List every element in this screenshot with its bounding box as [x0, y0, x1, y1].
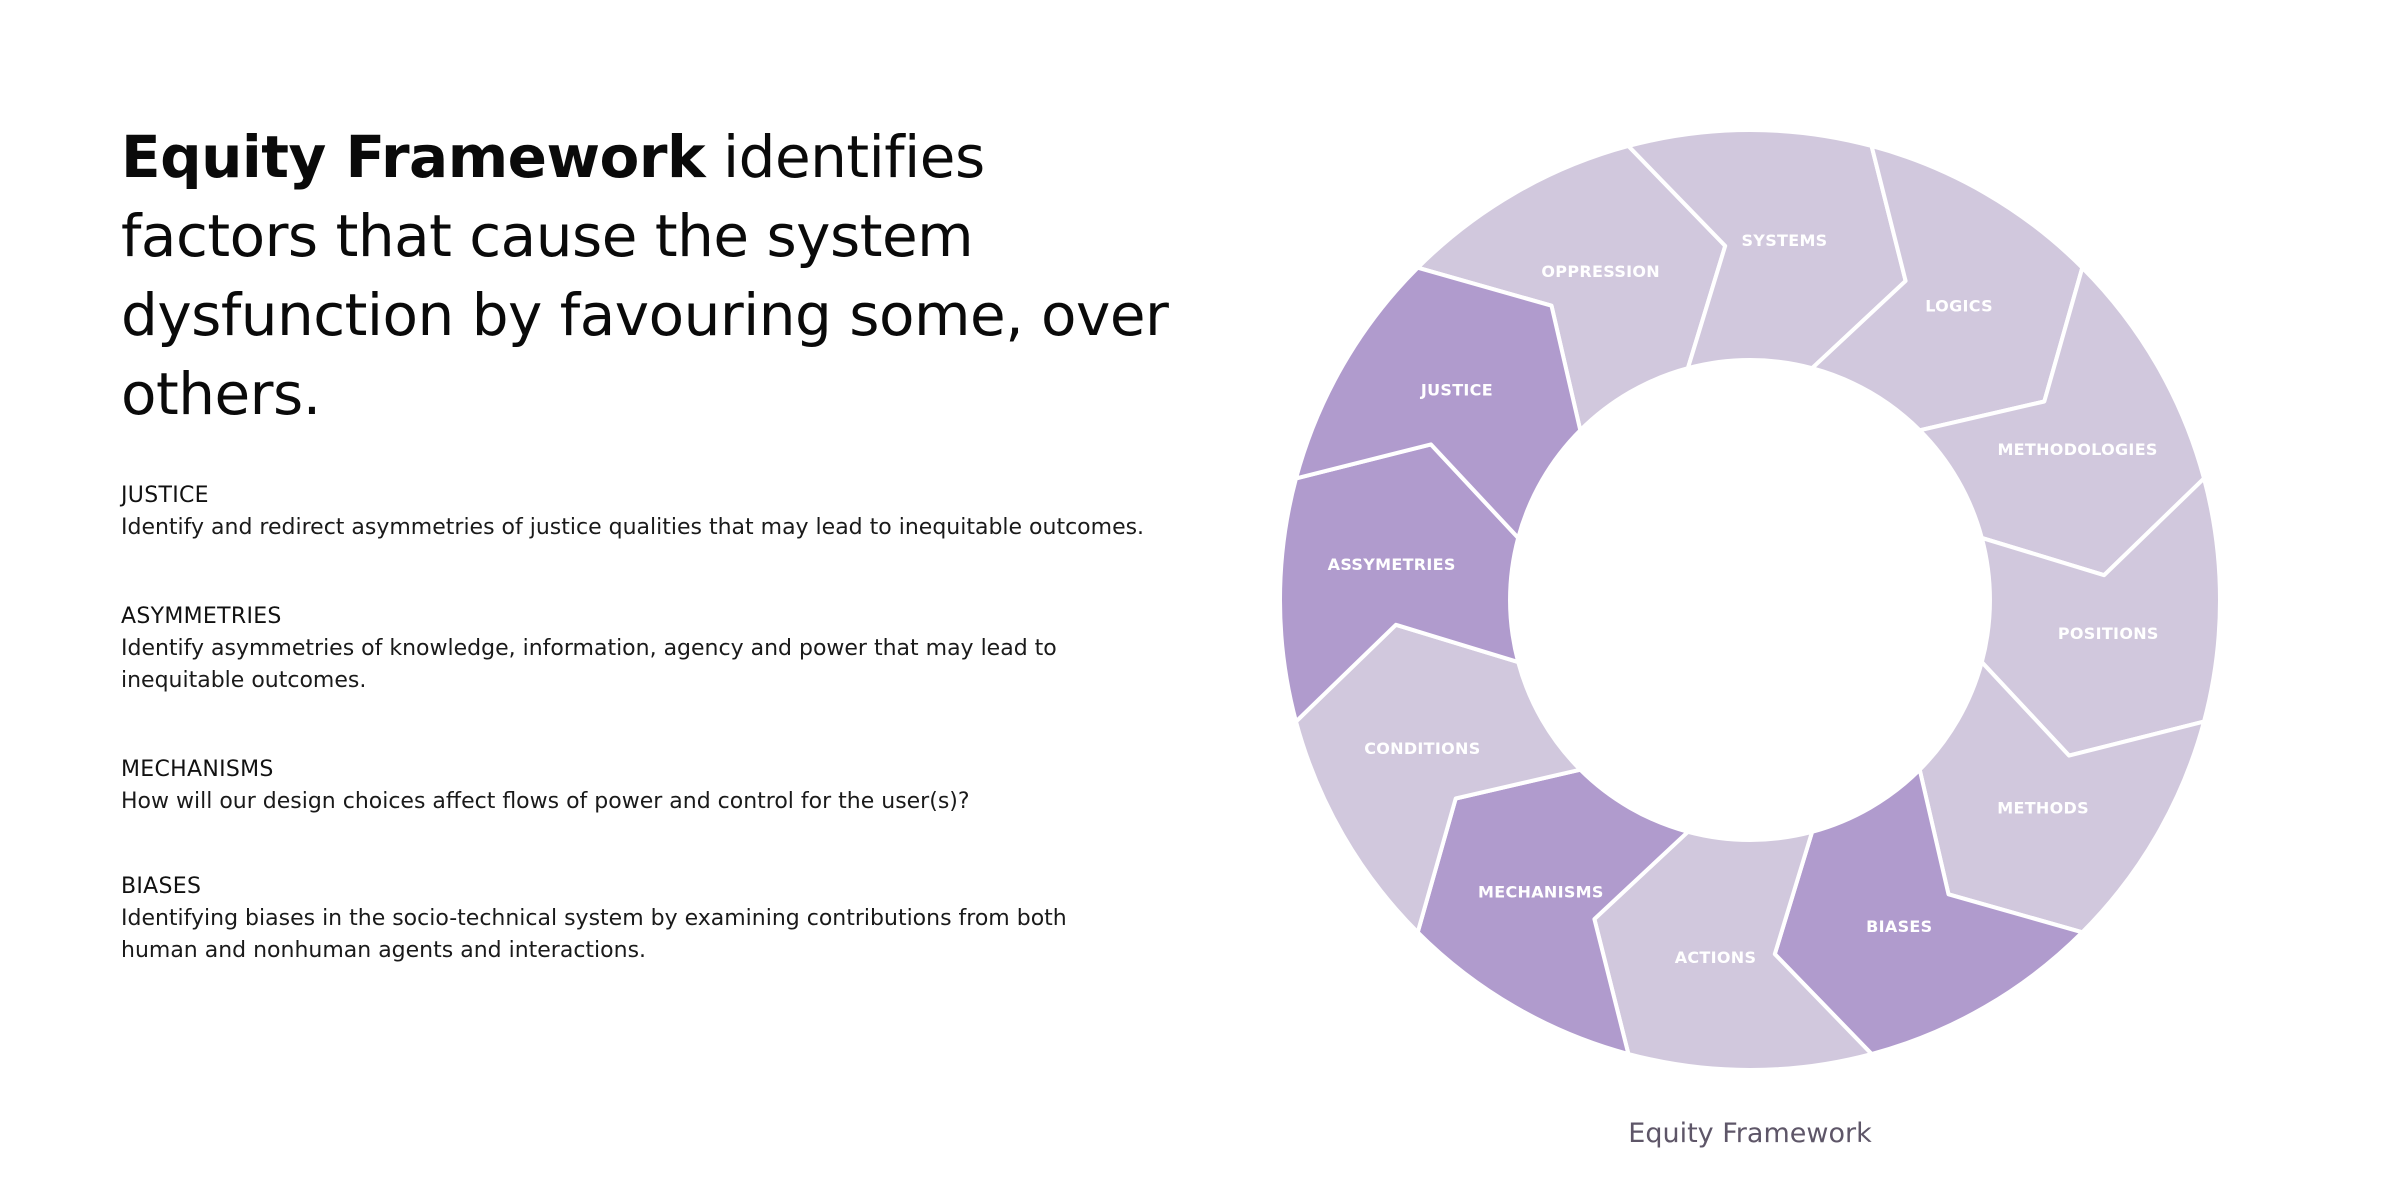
wheel-label-logics: LOGICS — [1925, 296, 1993, 316]
wheel-label-oppression: OPPRESSION — [1541, 261, 1660, 281]
wheel-label-actions: ACTIONS — [1674, 947, 1757, 967]
item-title: MECHANISMS — [121, 757, 274, 782]
wheel-label-justice: JUSTICE — [1420, 380, 1493, 400]
item-description: Identify asymmetries of knowledge, information, agency and power that may lead to inequitable outcomes. — [121, 636, 1057, 693]
item-justice — [121, 480, 1171, 544]
wheel-label-methods: METHODS — [1997, 798, 2089, 818]
headline — [121, 118, 1181, 434]
wheel-label-biases: BIASES — [1866, 917, 1933, 937]
item-description: Identifying biases in the socio-technical system by examining contributions from both human and nonhuman agents and interactions. — [121, 906, 1067, 963]
item-asymmetries — [121, 601, 1081, 697]
headline-strong: Equity Framework — [121, 123, 706, 191]
wheel-label-positions: POSITIONS — [2057, 624, 2159, 643]
item-description: Identify and redirect asymmetries of justice qualities that may lead to inequitable outcomes. — [121, 515, 1145, 540]
wheel-caption: Equity Framework — [1628, 1118, 1872, 1149]
item-title: JUSTICE — [121, 483, 209, 508]
text-panel — [121, 118, 1181, 963]
wheel-label-mechanisms: MECHANISMS — [1478, 882, 1604, 902]
item-description: How will our design choices affect flows of power and control for the user(s)? — [121, 789, 970, 814]
wheel-label-conditions: CONDITIONS — [1364, 738, 1481, 758]
headline-rest: identifies factors that cause the system dysfunction by favouring some, over others. — [121, 123, 1169, 428]
item-title: ASYMMETRIES — [121, 604, 282, 629]
wheel-label-methodologies: METHODOLOGIES — [1997, 440, 2158, 460]
equity-framework-wheel — [1260, 110, 2240, 1090]
item-biases — [121, 871, 1081, 967]
wheel-label-assymetries: ASSYMETRIES — [1327, 555, 1456, 574]
item-title: BIASES — [121, 874, 202, 899]
wheel-label-systems: SYSTEMS — [1741, 231, 1828, 251]
item-mechanisms — [121, 754, 1171, 818]
